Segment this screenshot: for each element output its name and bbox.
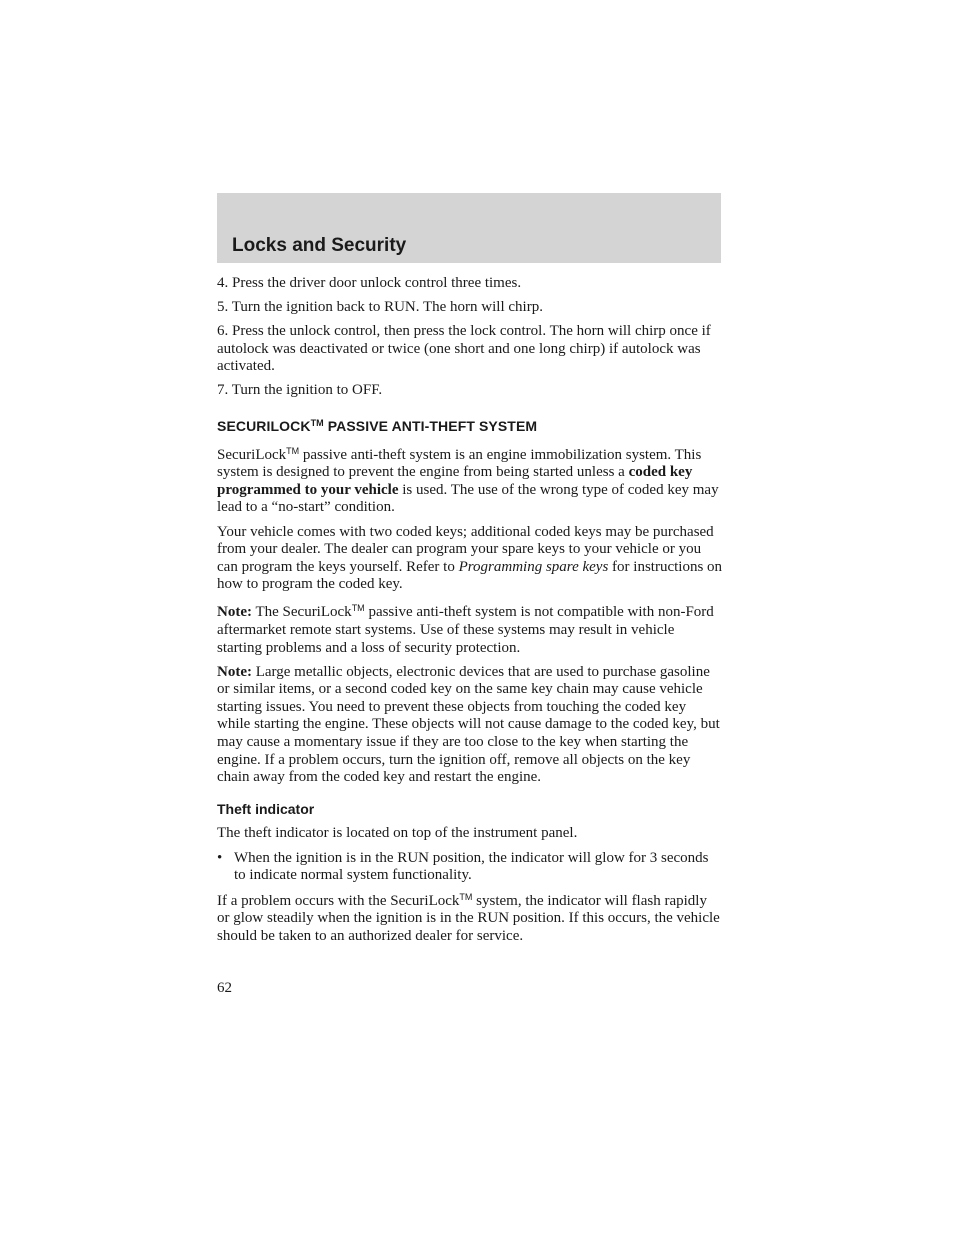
step-4: 4. Press the driver door unlock control three times. [217,275,522,291]
page-number: 62 [217,980,232,996]
step-7: 7. Turn the ignition to OFF. [217,382,383,399]
trademark-mark: TM [459,891,473,902]
securilock-paragraph-2: Your vehicle comes with two coded keys; additional coded keys may be purchased from your dealer. The dealer can program your spare keys to your vehicle or you can program the keys yourself. Refer to Programming spare keys for instructions on how to program the coded key. [217,523,723,593]
coded-key-emphasis: coded key programmed to your vehicle [217,464,693,498]
bullet-text: When the ignition is in the RUN position, the indicator will glow for 3 seconds to indicate normal system functionality. [234,849,709,884]
page-content [217,275,723,952]
programming-spare-keys-reference: Programming spare keys [458,558,609,575]
section-title: Locks and Security [232,235,407,256]
trademark-mark: TM [286,445,300,456]
securilock-paragraph-1: SecuriLock™ passive anti-theft system is an engine immobilization system. This system is designed to prevent the engine from being started unless a coded key programmed to your vehicle is used. The use of the wrong type of coded key may lead to a “no-start” condition. [217,445,719,516]
list-item [217,850,723,885]
theft-indicator-paragraph-2: If a problem occurs with the SecuriLock™ system, the indicator will flash rapidly or glow steadily when the ignition is in the RUN position. If this occurs, the vehicle should be taken to an authorized dealer for service. [217,891,720,944]
step-5: 5. Turn the ignition back to RUN. The horn will chirp. [217,299,543,316]
note-label: Note: [217,663,252,680]
trademark-mark: TM [310,418,324,429]
bullet-icon: • [217,849,223,866]
note-label: Note: [217,604,252,621]
theft-indicator-heading: Theft indicator [217,800,315,817]
note-metallic-objects: Note: Large metallic objects, electronic devices that are used to purchase gasoline or similar items, or a second coded key on the same key chain may cause vehicle starting issues. You need to prevent these objects from touching the coded key while starting the engine. These objects will not cause damage to the coded key, but may cause a momentary issue if they are too close to the key when starting the engine. If a problem occurs, turn the ignition off, remove all objects on the key chain away from the coded key and restart the engine. [217,663,720,786]
theft-indicator-paragraph-1: The theft indicator is located on top of the instrument panel. [217,825,578,842]
securilock-heading: SECURILOCK™ PASSIVE ANTI-THEFT SYSTEM [217,418,538,435]
note-remote-start: Note: The SecuriLock™ passive anti-theft system is not compatible with non-Ford aftermarket remote start systems. Use of these systems may result in vehicle starting problems and a loss of security protection. [217,603,714,656]
step-6: 6. Press the unlock control, then press the lock control. The horn will chirp once if autolock was deactivated or twice (one short and one long chirp) if autolock was activated. [217,323,711,375]
section-header [217,193,721,263]
trademark-mark: TM [351,603,365,614]
